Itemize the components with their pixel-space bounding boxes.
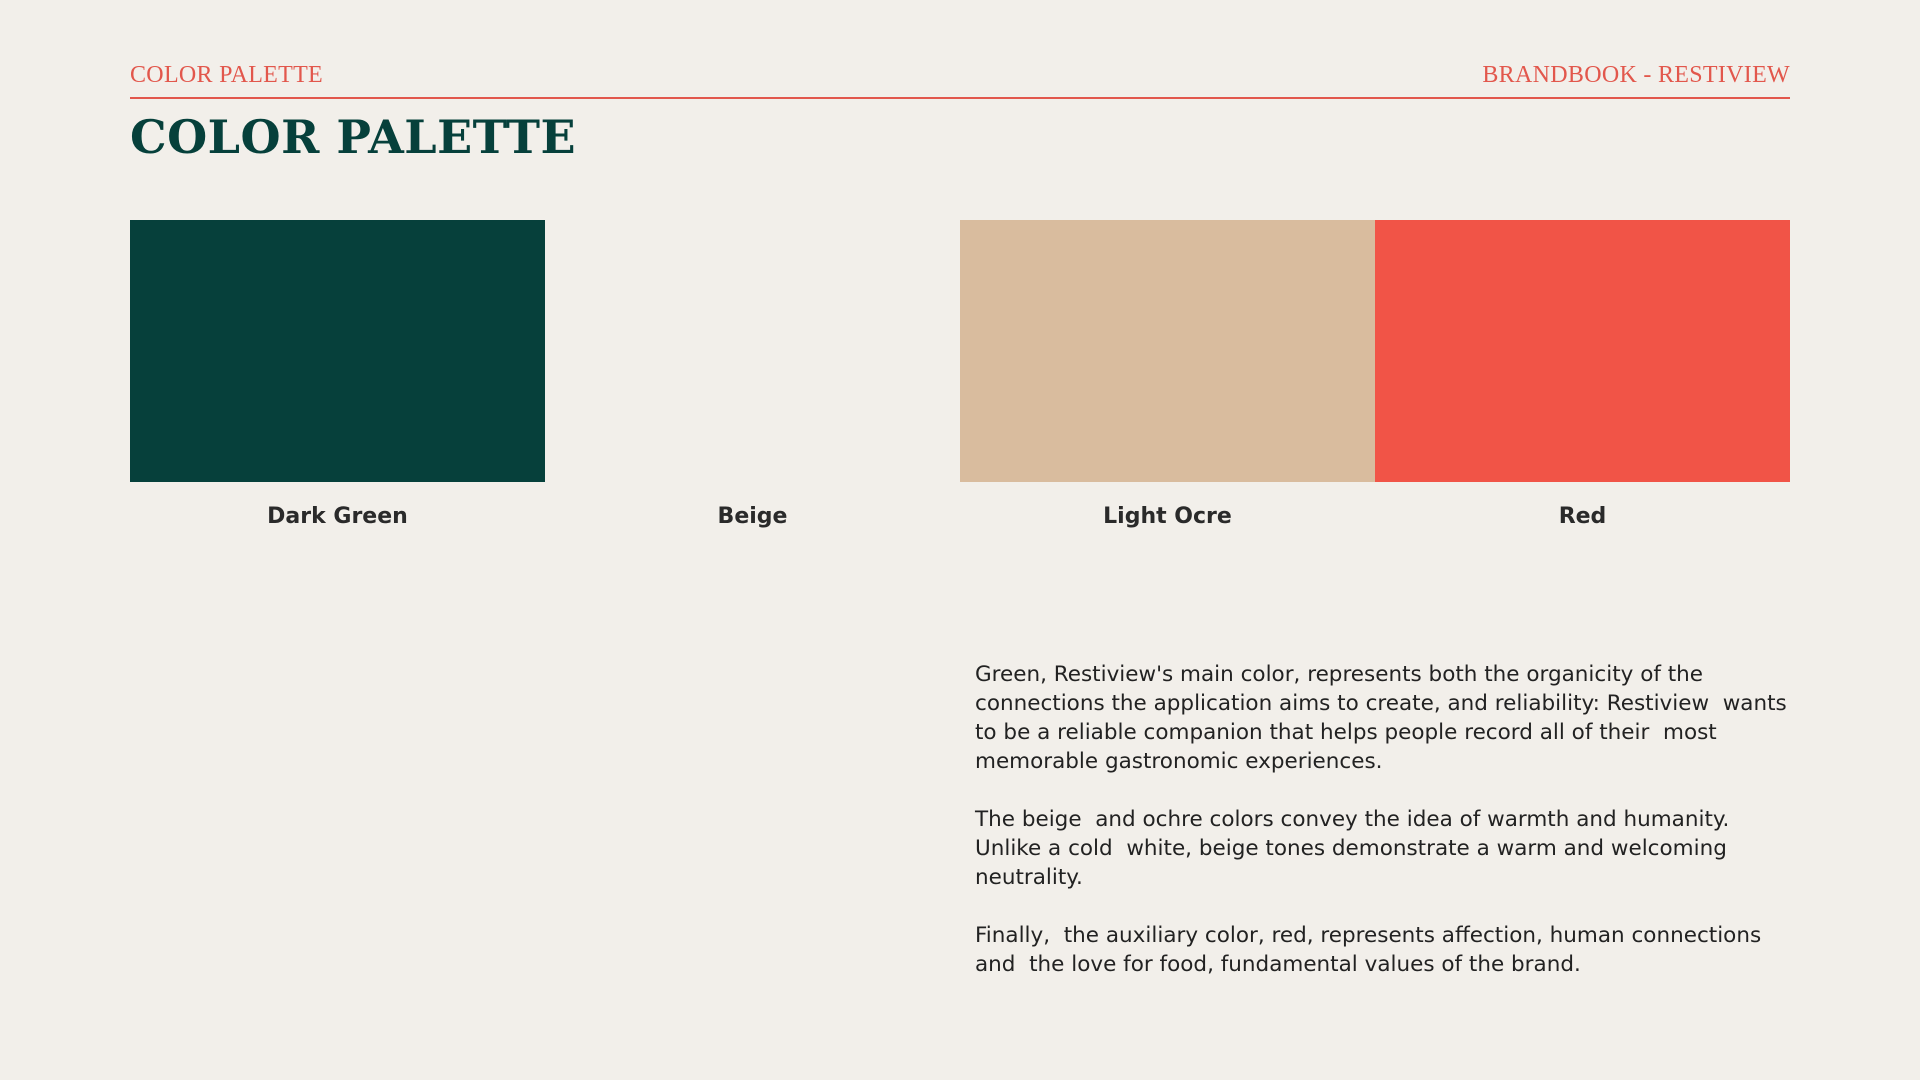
swatch-label: Dark Green (267, 504, 408, 529)
palette-description (975, 660, 1795, 1008)
page-title: COLOR PALETTE (130, 110, 577, 164)
description-paragraph: Finally, the auxiliary color, red, represents affection, human connections and the love for food, fundamental values of the brand. (975, 923, 1768, 977)
swatch-light-ocre (960, 220, 1375, 529)
swatch-color-block (960, 220, 1375, 482)
swatch-label: Beige (717, 504, 788, 529)
header-section-label: COLOR PALETTE (130, 62, 324, 88)
description-paragraph: The beige and ochre colors convey the idea of warmth and humanity. Unlike a cold white, beige tones demonstrate a warm and welcoming neutrality. (975, 807, 1737, 890)
swatch-red (1375, 220, 1790, 529)
description-paragraph: Green, Restiview's main color, represents both the organicity of the connections the application aims to create, and reliability: Restiview wants to be a reliable companion that helps people record all of their most memorable gastronomic experiences. (975, 662, 1794, 774)
swatch-color-block (545, 220, 960, 482)
header-divider (130, 97, 1790, 99)
swatch-dark-green (130, 220, 545, 529)
swatch-label: Light Ocre (1103, 504, 1232, 529)
swatch-label: Red (1558, 504, 1607, 529)
header-brand-label: BRANDBOOK - RESTIVIEW (1482, 62, 1790, 88)
color-swatch-row (130, 220, 1790, 529)
swatch-beige (545, 220, 960, 529)
swatch-color-block (1375, 220, 1790, 482)
swatch-color-block (130, 220, 545, 482)
